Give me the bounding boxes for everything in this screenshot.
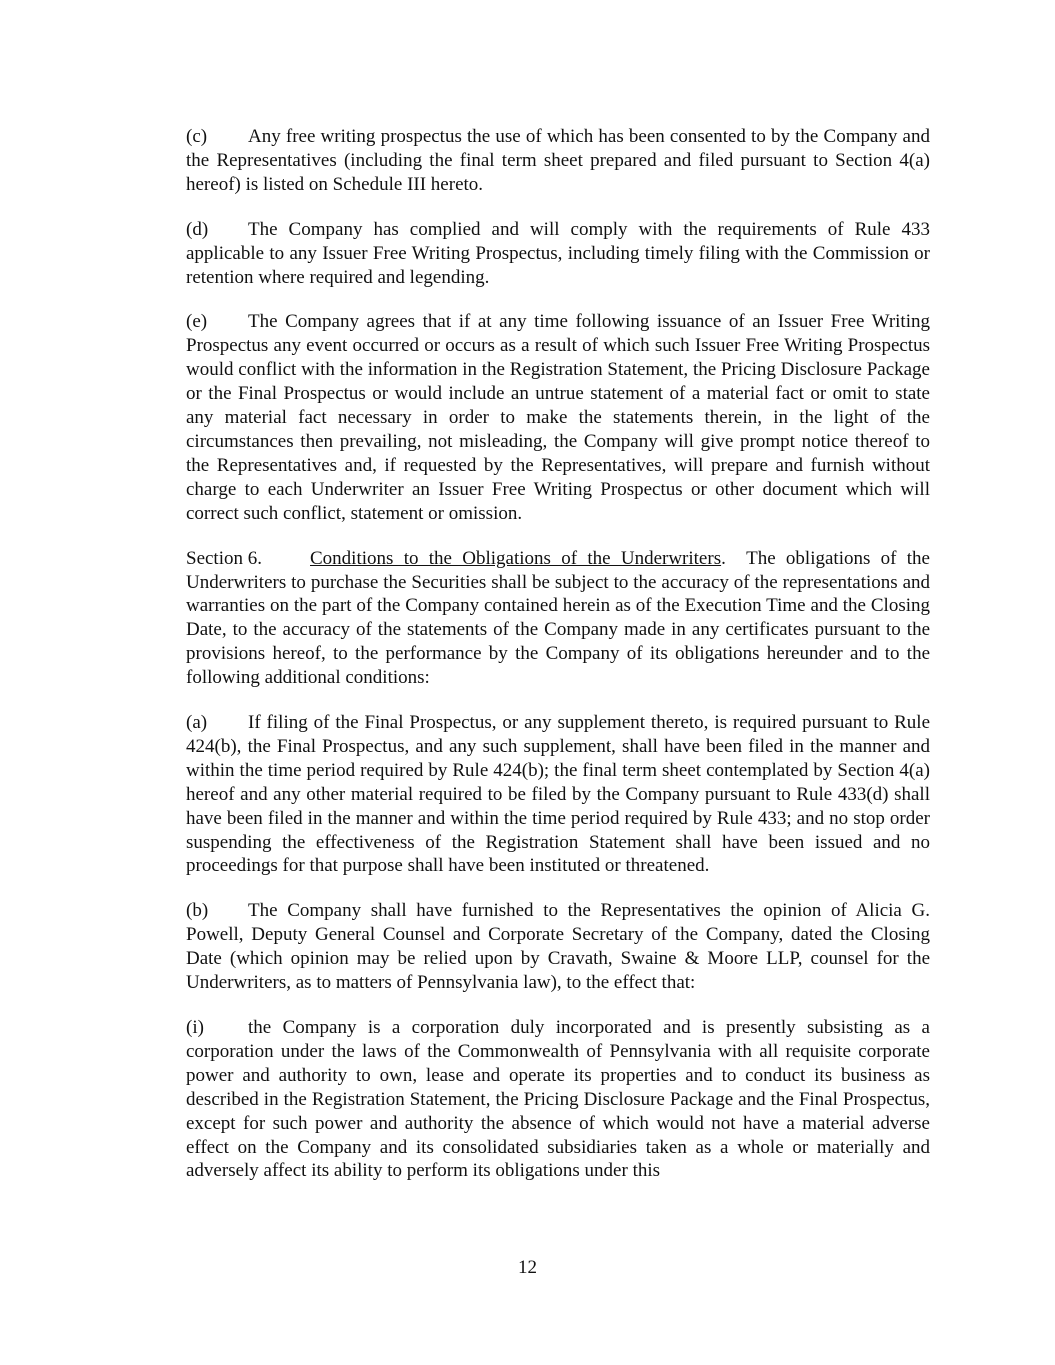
- paragraph-text: The Company shall have furnished to the Representatives the opinion of Alicia G. Powell, Deputy General Counsel and Corporate Secretary of the Company, dated the Closing Date (which opinion may be relied upon by Cravath, Swaine & Moore LLP, counsel for the Underwriters, as to matters of Pennsylvania law), to the effect that:: [186, 900, 930, 994]
- paragraph-text: If filing of the Final Prospectus, or any supplement thereto, is required pursuant to Rule 424(b), the Final Prospectus, and any such supplement, shall have been filed in the manner and within the time period required by Rule 424(b); the final term sheet contemplated by Section 4(a) hereof and any other material required to be filed by the Company pursuant to Rule 433(d) shall have been filed in the manner and within the time period required by Rule 433; and no stop order suspending the effectiveness of the Registration Statement shall have been issued and no proceedings for that purpose shall have been instituted or threatened.: [186, 712, 930, 877]
- paragraph-text: the Company is a corporation duly incorporated and is presently subsisting as a corporation under the laws of the Commonwealth of Pennsylvania with all requisite corporate power and authority to own, lease and operate its properties and to conduct its business as described in the Registration Statement, the Pricing Disclosure Package and the Final Prospectus, except for such power and authority the absence of which would not have a material adverse effect on the Company and its consolidated subsidiaries taken as a whole or materially and adversely affect its ability to perform its obligations under this: [186, 1017, 930, 1182]
- paragraph-b: [186, 899, 930, 995]
- paragraph-text: The Company agrees that if at any time following issuance of an Issuer Free Writing Prospectus any event occurred or occurs as a result of which such Issuer Free Writing Prospectus would conflict with the information in the Registration Statement, the Pricing Disclosure Package or the Final Prospectus or would include an untrue statement of a material fact or omit to state any material fact necessary in order to make the statements therein, in the light of the circumstances then prevailing, not misleading, the Company will give prompt notice thereof to the Representatives and, if requested by the Representatives, will prepare and furnish without charge to each Underwriter an Issuer Free Writing Prospectus or other document which will correct such conflict, statement or omission.: [186, 311, 930, 524]
- paragraph-label: (c): [186, 126, 208, 147]
- paragraph-text: The Company has complied and will comply with the requirements of Rule 433 applicable to any Issuer Free Writing Prospectus, including timely filing with the Commission or retention where required and legending.: [186, 218, 930, 288]
- paragraph-e: [186, 310, 930, 525]
- paragraph-i: [186, 1016, 930, 1183]
- page-number: 12: [518, 1257, 537, 1278]
- paragraph-d: [186, 218, 930, 290]
- section-heading-punct: .: [721, 547, 726, 569]
- section-label: Section 6.: [186, 547, 262, 569]
- paragraph-label: (a): [186, 712, 208, 734]
- paragraph-label: (e): [186, 311, 208, 333]
- paragraph-label: (i): [186, 1017, 204, 1038]
- section-heading: Conditions to the Obligations of the Underwriters: [310, 547, 722, 569]
- section-text: The obligations of the Underwriters to purchase the Securities shall be subject to the accuracy of the representations and warranties on the part of the Company contained herein as of the Execution Time and the Closing Date, to the accuracy of the statements of the Company made in any certificates pursuant to the provisions hereof, to the performance by the Company of its obligations hereunder and to the following additional conditions:: [186, 547, 930, 689]
- paragraph-label: (b): [186, 900, 209, 922]
- section-6-paragraph: [186, 547, 930, 690]
- paragraph-text: Any free writing prospectus the use of which has been consented to by the Company and the Representatives (including the final term sheet prepared and filed pursuant to Section 4(a) hereof) is listed on Schedule III hereto.: [186, 126, 930, 195]
- document-body: [186, 125, 930, 1204]
- paragraph-a: [186, 711, 930, 878]
- paragraph-c: [186, 125, 930, 197]
- paragraph-label: (d): [186, 218, 209, 240]
